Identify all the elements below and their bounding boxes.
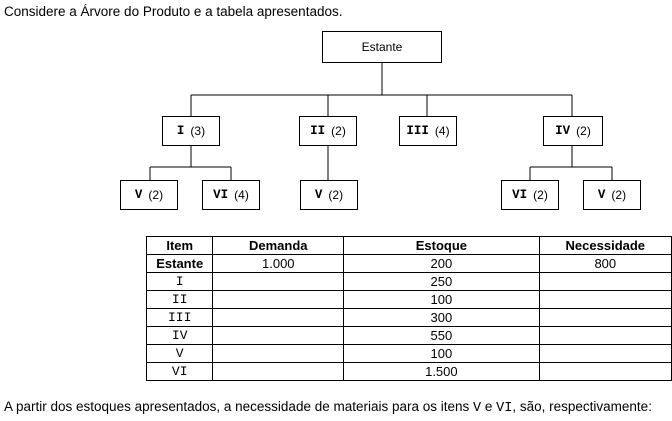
tree-node-vi: [202, 180, 260, 210]
cell-necessidade: [539, 291, 671, 309]
tree-node-iii: [399, 116, 457, 146]
tree-node-label: Estante: [361, 40, 403, 54]
cell-estoque: 100: [344, 291, 539, 309]
question-item-v: V: [473, 401, 482, 416]
tree-node-code: V: [314, 188, 323, 202]
cell-demanda: [213, 273, 344, 291]
tree-node-code: V: [134, 188, 143, 202]
cell-item: IV: [147, 327, 213, 345]
table-row: [147, 273, 672, 291]
cell-item: II: [147, 291, 213, 309]
cell-necessidade: [539, 345, 671, 363]
tree-node-qty: (2): [533, 188, 548, 202]
cell-item: III: [147, 309, 213, 327]
table-row: [147, 255, 672, 273]
tree-node-qty: (2): [331, 124, 346, 138]
intro-text: Considere a Árvore do Produto e a tabela apresentados.: [4, 4, 343, 19]
tree-node-v: [300, 180, 358, 210]
question-text-end: , são, respectivamente:: [512, 399, 652, 414]
cell-demanda: [213, 363, 344, 381]
cell-demanda: 1.000: [213, 255, 344, 273]
cell-demanda: [213, 327, 344, 345]
tree-node-code: I: [176, 124, 185, 138]
question-text: [4, 399, 652, 416]
tree-node-code: VI: [512, 188, 528, 202]
cell-estoque: 200: [344, 255, 539, 273]
question-item-vi: VI: [496, 401, 513, 416]
tree-node-qty: (4): [234, 188, 249, 202]
tree-node-v: [120, 180, 178, 210]
cell-demanda: [213, 291, 344, 309]
tree-node-ii: [299, 116, 357, 146]
cell-necessidade: [539, 327, 671, 345]
cell-demanda: [213, 345, 344, 363]
mrp-table: [146, 236, 672, 381]
header-necessidade: Necessidade: [539, 237, 671, 255]
tree-node-v: [583, 180, 641, 210]
tree-node-code: III: [406, 124, 429, 138]
header-demanda: Demanda: [213, 237, 344, 255]
header-item: Item: [147, 237, 213, 255]
cell-estoque: 250: [344, 273, 539, 291]
cell-estoque: 100: [344, 345, 539, 363]
tree-node-qty: (4): [434, 124, 450, 138]
tree-node-vi: [501, 180, 559, 210]
tree-node-qty: (2): [148, 188, 164, 202]
cell-estoque: 300: [344, 309, 539, 327]
tree-node-code: VI: [213, 188, 229, 202]
cell-estoque: 550: [344, 327, 539, 345]
cell-item: VI: [147, 363, 213, 381]
table-row: [147, 345, 672, 363]
tree-node-code: IV: [555, 124, 571, 138]
cell-item: V: [147, 345, 213, 363]
table-row: [147, 363, 672, 381]
tree-node-code: II: [310, 124, 326, 138]
cell-necessidade: [539, 363, 671, 381]
header-estoque: Estoque: [344, 237, 539, 255]
tree-node-qty: (2): [611, 188, 627, 202]
tree-node-qty: (2): [328, 188, 344, 202]
cell-demanda: [213, 309, 344, 327]
tree-node-i: [162, 116, 220, 146]
question-text-start: A partir dos estoques apresentados, a necessidade de materiais para os itens: [4, 399, 474, 414]
table-row: [147, 327, 672, 345]
tree-node-qty: (2): [576, 124, 591, 138]
tree-node-estante: [322, 31, 442, 63]
question-text-mid: e: [481, 399, 497, 414]
cell-necessidade: 800: [539, 255, 671, 273]
tree-node-iv: [543, 116, 603, 146]
table-header-row: [147, 237, 672, 255]
cell-necessidade: [539, 309, 671, 327]
table-row: [147, 309, 672, 327]
cell-necessidade: [539, 273, 671, 291]
table-row: [147, 291, 672, 309]
tree-node-qty: (3): [190, 124, 206, 138]
cell-item: Estante: [147, 255, 213, 273]
cell-item: I: [147, 273, 213, 291]
tree-node-code: V: [597, 188, 606, 202]
cell-estoque: 1.500: [344, 363, 539, 381]
